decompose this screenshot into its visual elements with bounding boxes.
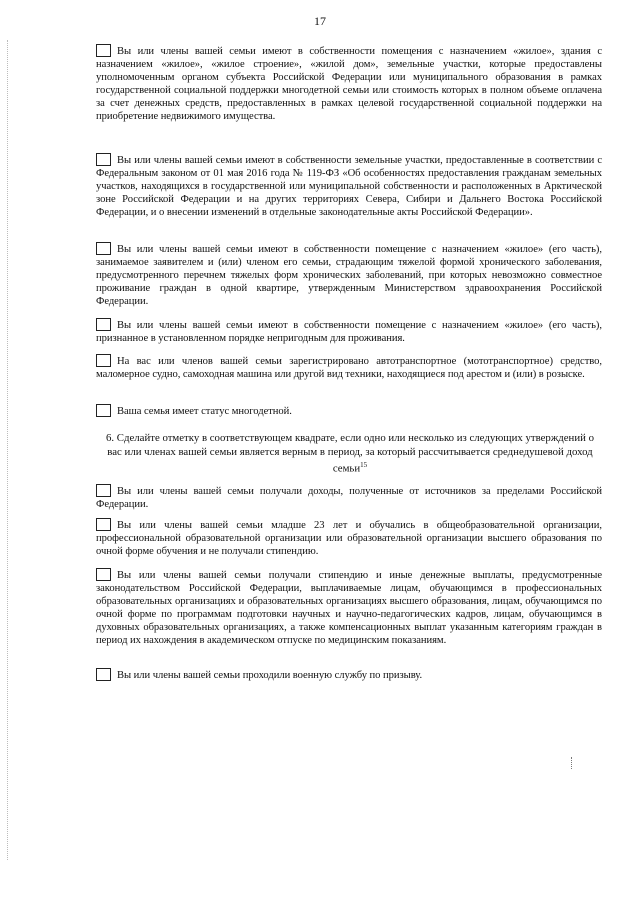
checkbox[interactable] (96, 484, 111, 497)
item-text: Вы или члены вашей семьи получали доходы, полученные от источников за пределами Российской Федерации. (96, 486, 602, 511)
item-text: Ваша семья имеет статус многодетной. (117, 406, 292, 417)
checkbox[interactable] (96, 404, 111, 417)
checkbox[interactable] (96, 242, 111, 255)
item-text: Вы или члены вашей семьи получали стипендию и иные денежные выплаты, предусмотренные законодательством Российской Федерации, выплачиваемые лицам, обучающимся в профессиональных образовательных организациях и образовательных организациях высшего образования, лицам, обучающимся по очной форме по программам подготовки научных и научно-педагогических кадров, лицам, обучающимся в духовных образовательных организациях, а также компенсационных выплат указанным категориям граждан в период их нахождения в академическом отпуске по медицинским показаниям. (96, 570, 602, 647)
scan-edge-left (7, 40, 9, 860)
item-text: Вы или члены вашей семьи имеют в собственности помещение с назначением «жилое» (его часть), занимаемое заявителем и (или) членом его семьи, страдающим тяжелой формой хронического заболевания, предусмотренного перечнем тяжелых форм хронических заболеваний, при которых невозможно совместное проживание граждан в одной квартире, утвержденным Министерством здравоохранения Российской Федерации. (96, 244, 602, 308)
checkbox-item-vehicle-arrest (96, 354, 602, 381)
checkbox-item-chronic-disease-housing (96, 242, 602, 308)
checkbox[interactable] (96, 668, 111, 681)
item-text: Вы или члены вашей семьи имеют в собственности помещение с назначением «жилое» (его часть), признанное в установленном порядке непригодным для проживания. (96, 320, 602, 345)
checkbox-item-military-service (96, 668, 602, 682)
checkbox[interactable] (96, 354, 111, 367)
page-number: 17 (314, 14, 326, 28)
section-6-heading-text: 6. Сделайте отметку в соответствующем квадрате, если одно или несколько из следующих утверждений о вас или членах вашей семьи является верным в период, за который рассчитывается среднедушевой доход семьи (106, 432, 594, 475)
scan-edge-mark (571, 757, 573, 769)
item-text: Вы или члены вашей семьи проходили военную службу по призыву. (117, 670, 423, 681)
checkbox[interactable] (96, 518, 111, 531)
checkbox-item-land-plots-arctic (96, 153, 602, 219)
section-6-heading (100, 432, 600, 476)
checkbox[interactable] (96, 318, 111, 331)
checkbox[interactable] (96, 153, 111, 166)
item-text: На вас или членов вашей семьи зарегистрировано автотранспортное (мототранспортное) средство, маломерное судно, самоходная машина или другой вид техники, находящиеся под арестом и (или) в розыске. (96, 356, 602, 381)
checkbox-item-student-under-23 (96, 518, 602, 558)
checkbox[interactable] (96, 568, 111, 581)
checkbox-item-housing-support (96, 44, 602, 124)
item-text: Вы или члены вашей семьи имеют в собственности земельные участки, предоставленные в соответствии с Федеральным законом от 01 мая 2016 года № 119-ФЗ «Об особенностях предоставления гражданам земельных участков, находящихся в государственной или муниципальной собственности и расположенных в Арктической зоне Российской Федерации и на других территориях Севера, Сибири и Дальнего Востока Российской Федерации, и о внесении изменений в отдельные законодательные акты Российской Федерации». (96, 155, 602, 219)
checkbox[interactable] (96, 44, 111, 57)
item-text: Вы или члены вашей семьи младше 23 лет и обучались в общеобразовательной организации, профессиональной образовательной организации или образовательной организации высшего образования по очной форме обучения и не получали стипендию. (96, 520, 602, 558)
item-text: Вы или члены вашей семьи имеют в собственности помещения с назначением «жилое», здания с назначением «жилое», «жилое строение», «жилой дом», земельные участки, которые предоставлены уполномоченным органом субъекта Российской Федерации или муниципального образования в рамках государственной социальной поддержки многодетной семьи или стоимость которых в полном объеме оплачена за счет денежных средств, предоставленных в рамках целевой государственной социальной поддержки на приобретение недвижимого имущества. (96, 46, 602, 123)
checkbox-item-foreign-income (96, 484, 602, 511)
footnote-mark: 15 (360, 461, 368, 469)
checkbox-item-stipend (96, 568, 602, 648)
checkbox-item-large-family (96, 404, 602, 418)
checkbox-item-unfit-housing (96, 318, 602, 345)
